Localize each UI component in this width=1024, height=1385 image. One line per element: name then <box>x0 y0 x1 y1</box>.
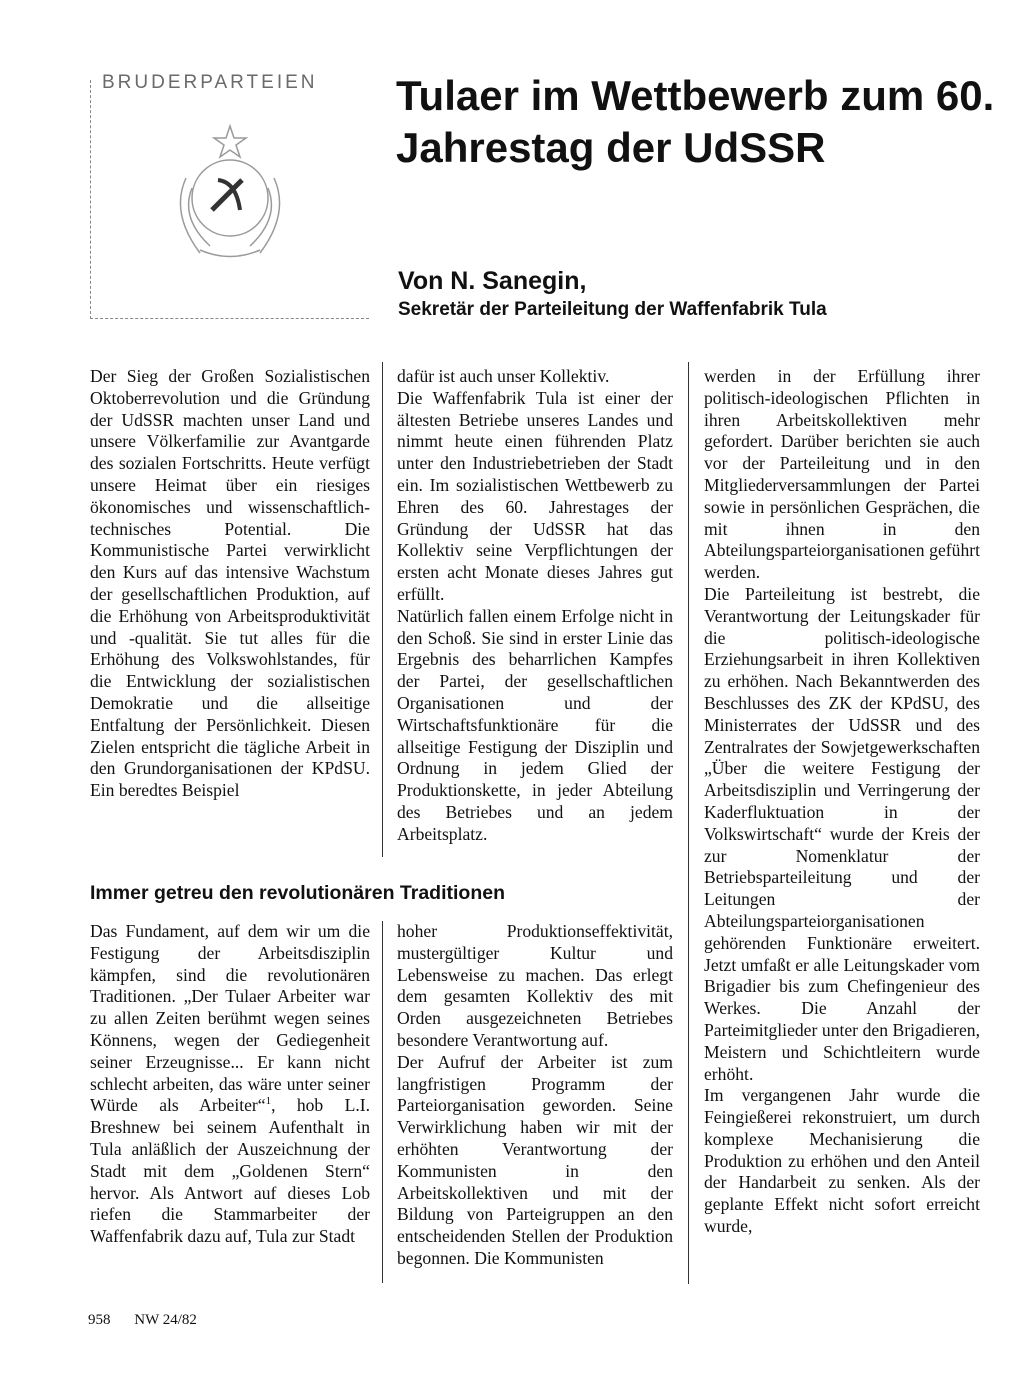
paragraph: hoher Produktionseffektivität, mustergültiger Kultur und Lebensweise zu machen. Das erlegt dem gesamten Kollektiv des mit Orden ausgezeichneten Betriebes besondere Verantwortung auf. <box>397 921 673 1050</box>
paragraph: Im vergangenen Jahr wurde die Feingießerei rekonstruiert, um durch komplexe Mechanisierung die Produktion zu erhöhen und den Anteil der Handarbeit zu senken. Als der geplante Effekt nicht sofort erreicht wurde, <box>704 1085 980 1237</box>
page-number: 958 <box>88 1312 111 1328</box>
section-heading: Immer getreu den revolutionären Traditionen <box>90 882 505 904</box>
paragraph: Die Waffenfabrik Tula ist einer der ältesten Betriebe unseres Landes und nimmt heute einen führenden Platz unter den Industriebetrieben der Stadt ein. Im sozialistischen Wettbewerb zu Ehren des 60. Jahrestages der Gründung der UdSSR hat das Kollektiv seine Verpflichtungen der ersten acht Monate dieses Jahres gut erfüllt. <box>397 387 673 604</box>
column-3 <box>704 366 980 1238</box>
issue-label: NW 24/82 <box>134 1312 197 1328</box>
paragraph-text: , hob L.I. Breshnew bei seinem Aufenthalt in Tula anläßlich der Auszeichnung der Stadt mit dem „Goldenen Stern“ hervor. Als Antwort auf dieses Lob riefen die Stammarbeiter der Waffenfabrik dazu auf, Tula zur Stadt <box>90 1095 370 1247</box>
article-title: Tulaer im Wettbewerb zum 60. Jahrestag der UdSSR <box>396 72 995 171</box>
paragraph: Natürlich fallen einem Erfolge nicht in den Schoß. Sie sind in erster Linie das Ergebnis des beharrlichen Kampfes der Partei, der gesellschaftlichen Organisationen und der Wirtschaftsfunktionäre für die allseitige Festigung der Disziplin und Ordnung in jedem Glied der Produktionskette, in jeder Abteilung des Betriebes und an jedem Arbeitsplatz. <box>397 605 673 844</box>
paragraph <box>90 921 370 1248</box>
author-name: Von N. Sanegin, <box>398 267 587 295</box>
footnote-ref: 1 <box>265 1095 272 1108</box>
paragraph: Der Sieg der Großen Sozialistischen Oktoberrevolution und die Gründung der UdSSR machten unser Land und unsere Völkerfamilie zur Avantgarde des sozialen Fortschritts. Heute verfügt unsere Heimat über ein riesiges ökonomisches und wissenschaftlich-technisches Potential. Die Kommunistische Partei verwirklicht den Kurs auf das intensive Wachstum der gesellschaftlichen Produktion, auf die Erhöhung von Arbeitsproduktivität und -qualität. Sie tut alles für die Erhöhung des Volkswohlstandes, für die Entwicklung der sozialistischen Demokratie und die allseitige Entfaltung der Persönlichkeit. Diesen Zielen entspricht die tägliche Arbeit in den Grundorganisationen der KPdSU. Ein beredtes Beispiel <box>90 366 370 801</box>
paragraph: Der Aufruf der Arbeiter ist zum langfristigen Programm der Parteiorganisation geworden. Seine Verwirklichung haben wir mit der erhöhten Verantwortung der Kommunisten in den Arbeitskollektiven und mit der Bildung von Parteigruppen an den entscheidenden Stellen der Produktion begonnen. Die Kommunisten <box>397 1051 673 1268</box>
series-label: BRUDERPARTEIEN <box>96 72 324 94</box>
column-2-bottom <box>397 921 673 1270</box>
ussr-emblem-icon <box>140 118 320 268</box>
page-footer <box>88 1312 217 1329</box>
byline <box>398 266 998 323</box>
column-rule <box>382 921 383 1283</box>
column-rule <box>688 362 689 1284</box>
column-rule <box>382 362 383 857</box>
paragraph: werden in der Erfüllung ihrer politisch-ideologischen Pflichten in ihren Arbeitskollektiven mehr gefordert. Darüber berichten sie auch vor der Parteileitung und in den Mitgliederversammlungen der Partei sowie in persönlichen Gesprächen, die mit ihnen in den Abteilungsparteiorganisationen geführt werden. <box>704 366 980 583</box>
column-2-top <box>397 366 673 846</box>
paragraph: Die Parteileitung ist bestrebt, die Verantwortung der Leitungskader für die politisch-ideologische Erziehungsarbeit in ihren Kollektiven zu erhöhen. Nach Bekanntwerden des Beschlusses des ZK der KPdSU, des Ministerrates der UdSSR und des Zentralrates der Sowjetgewerkschaften „Über die weitere Festigung der Arbeitsdisziplin und Verringerung der Kaderfluktuation in der Volkswirtschaft“ wurde der Kreis der zur Nomenklatur der Betriebsparteileitung und der Leitungen der Abteilungsparteiorganisationen gehörenden Funktionäre erweitert. Jetzt umfaßt er alle Leitungskader vom Brigadier bis zum Chefingenieur des Werkes. Die Anzahl der Parteimitglieder unter den Brigadieren, Meistern und Schichtleitern wurde erhöht. <box>704 583 980 1084</box>
paragraph: dafür ist auch unser Kollektiv. <box>397 366 610 386</box>
column-1-top <box>90 366 370 802</box>
author-role: Sekretär der Parteileitung der Waffenfabrik Tula <box>398 299 827 320</box>
column-1-bottom <box>90 921 370 1248</box>
paragraph-text: Das Fundament, auf dem wir um die Festigung der Arbeitsdisziplin kämpfen, sind die revolutionären Traditionen. „Der Tulaer Arbeiter war zu allen Zeiten berühmt wegen seines Könnens, wegen der Gediegenheit seiner Erzeugnisse... Er kann nicht schlecht arbeiten, das wäre unter seiner Würde als Arbeiter“ <box>90 921 370 1116</box>
